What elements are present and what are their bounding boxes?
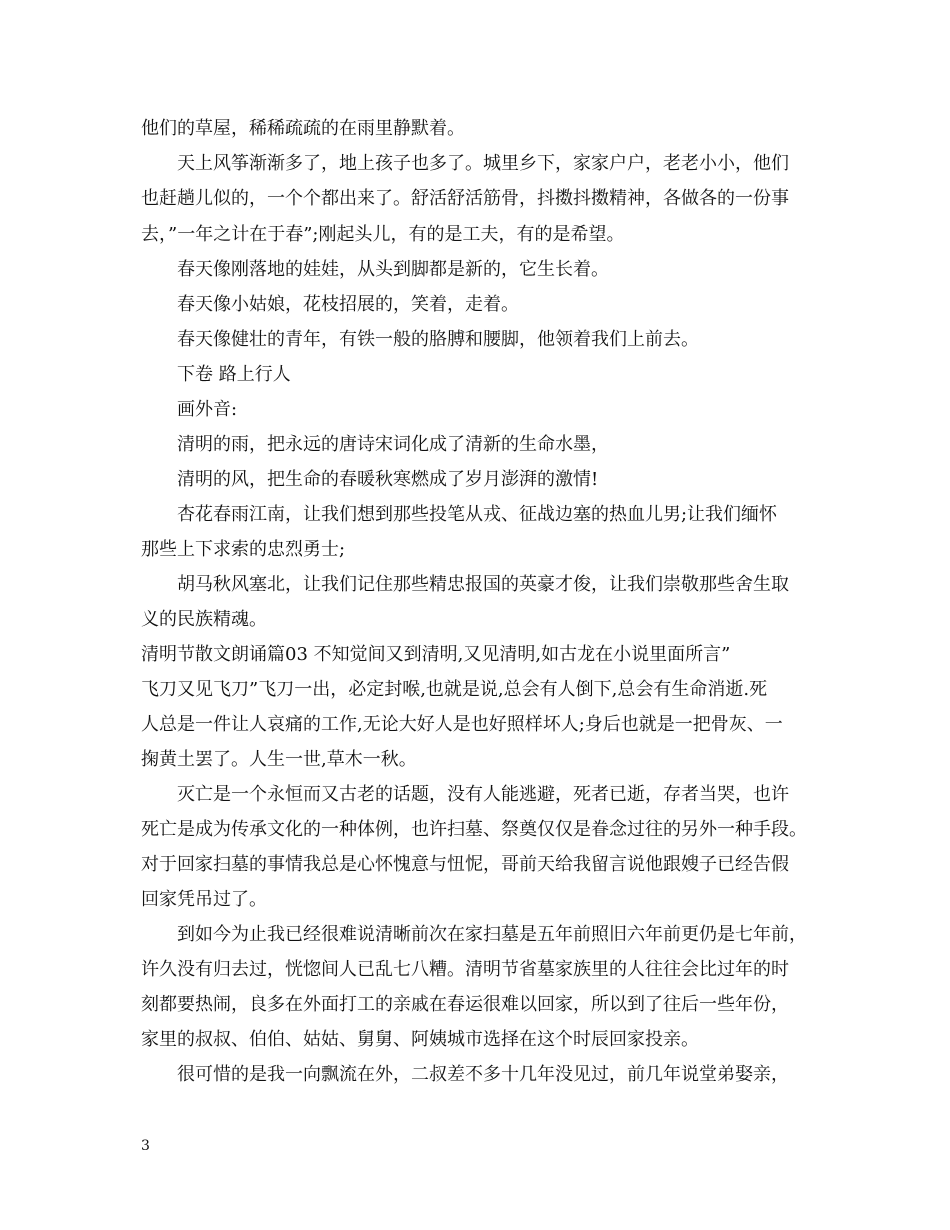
section-title-line: 清明节散文朗诵篇03 不知觉间又到清明,又见清明,如古龙在小说里面所言” (141, 644, 731, 665)
text-line: 很可惜的是我一向飘流在外，二叔差不多十几年没见过，前几年说堂弟娶亲， (177, 1064, 789, 1085)
text-line: 到如今为止我已经很难说清晰前次在家扫墓是五年前照旧六年前更仍是七年前， (177, 924, 807, 945)
text-line: 飞刀又见飞刀”飞刀一出，必定封喉,也就是说,总会有人倒下,总会有生命消逝.死 (141, 679, 768, 700)
text-line: 胡马秋风塞北，让我们记住那些精忠报国的英豪才俊，让我们崇敬那些舍生取 (177, 574, 789, 595)
text-line: 义的民族精魂。 (141, 609, 267, 630)
section-heading: 下卷 路上行人 (177, 364, 291, 385)
text-line: 掬黄土罢了。人生一世,草木一秋。 (141, 749, 417, 770)
text-line: 也赶趟儿似的，一个个都出来了。舒活舒活筋骨，抖擞抖擞精神，各做各的一份事 (141, 188, 789, 209)
text-line: 灭亡是一个永恒而又古老的话题，没有人能逃避，死者已逝，存者当哭，也许 (177, 784, 789, 805)
text-line: 家里的叔叔、伯伯、姑姑、舅舅、阿姨城市选择在这个时辰回家投亲。 (141, 1029, 699, 1050)
text-line: 刻都要热闹，良多在外面打工的亲戚在春运很难以回家，所以到了往后一些年份， (141, 994, 789, 1015)
text-line: 人总是一件让人哀痛的工作,无论大好人是也好照样坏人;身后也就是一把骨灰、一 (141, 714, 783, 735)
text-line: 回家凭吊过了。 (141, 889, 267, 910)
text-line: 许久没有归去过，恍惚间人已乱七八糟。清明节省墓家族里的人往往会比过年的时 (141, 959, 789, 980)
page-number: 3 (141, 1138, 150, 1154)
text-line: 杏花春雨江南，让我们想到那些投笔从戎、征战边塞的热血儿男;让我们缅怀 (177, 504, 778, 525)
text-line: 清明的风，把生命的春暖秋寒燃成了岁月澎湃的激情! (177, 469, 599, 490)
text-line: 春天像刚落地的娃娃，从头到脚都是新的，它生长着。 (177, 259, 609, 280)
text-line: 春天像健壮的青年，有铁一般的胳膊和腰脚，他领着我们上前去。 (177, 329, 699, 350)
text-line: 对于回家扫墓的事情我总是心怀愧意与忸怩，哥前天给我留言说他跟嫂子已经告假 (141, 854, 789, 875)
text-line: 清明的雨，把永远的唐诗宋词化成了清新的生命水墨， (177, 434, 609, 455)
text-line: 天上风筝渐渐多了，地上孩子也多了。城里乡下，家家户户，老老小小，他们 (177, 153, 789, 174)
text-line: 那些上下求索的忠烈勇士; (141, 539, 346, 560)
text-line: 死亡是成为传承文化的一种体例，也许扫墓、祭奠仅仅是眷念过往的另外一种手段。 (141, 819, 807, 840)
text-line: 去，”一年之计在于春”;刚起头儿，有的是工夫，有的是希望。 (141, 224, 625, 245)
text-line: 春天像小姑娘，花枝招展的，笑着，走着。 (177, 294, 519, 315)
text-line: 他们的草屋，稀稀疏疏的在雨里静默着。 (141, 118, 465, 139)
text-line: 画外音: (177, 399, 238, 420)
